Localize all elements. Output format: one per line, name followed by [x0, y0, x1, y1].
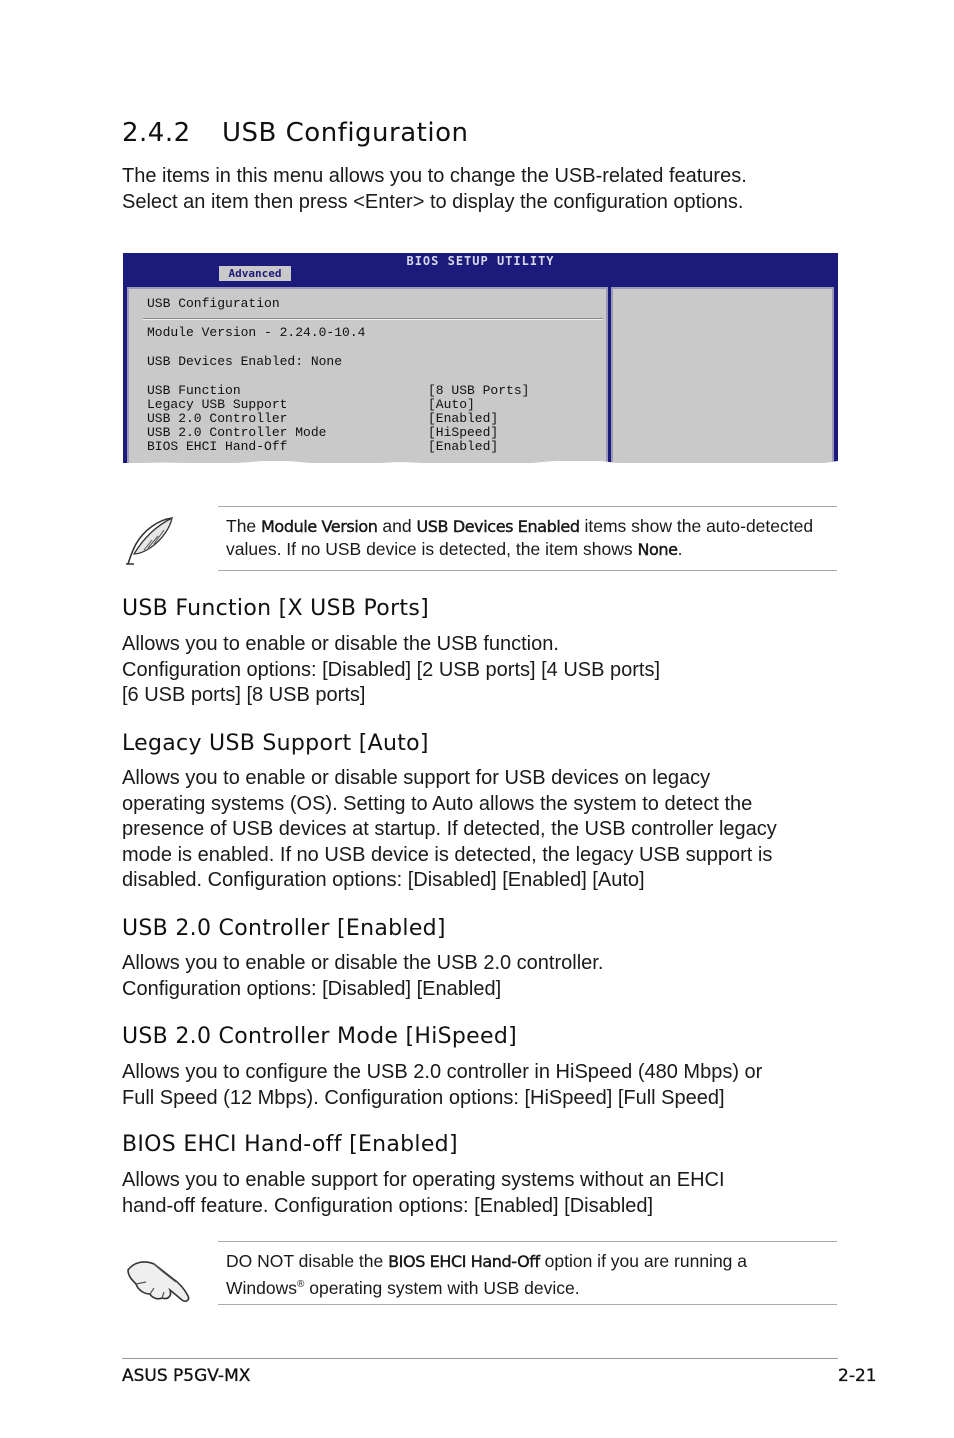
body-line: disabled. Configuration options: [Disabled] [Enabled] [Auto]: [122, 869, 645, 891]
subsection-heading: USB 2.0 Controller Mode [HiSpeed]: [122, 1024, 517, 1049]
footer-rule: [122, 1358, 838, 1359]
intro-line: The items in this menu allows you to change the USB-related features.: [122, 165, 747, 187]
subsection-body: [122, 766, 842, 894]
subsection-body: [122, 951, 842, 1002]
subsection-heading: USB Function [X USB Ports]: [122, 596, 429, 621]
bios-separator: [143, 318, 603, 320]
intro-paragraph: [122, 164, 822, 215]
bios-item-value: [Auto]: [428, 397, 475, 412]
bios-item-value: [8 USB Ports]: [428, 383, 530, 398]
note-text: [218, 1242, 837, 1300]
pointing-hand-icon: [124, 1248, 194, 1306]
body-line: operating systems (OS). Setting to Auto allows the system to detect the: [122, 792, 753, 815]
body-line: hand-off feature. Configuration options: [Enabled] [Disabled]: [122, 1194, 654, 1217]
subsection-heading: USB 2.0 Controller [Enabled]: [122, 916, 446, 941]
bios-item-label: BIOS EHCI Hand-Off: [147, 439, 288, 454]
note-text-fragment: Windows: [226, 1277, 297, 1298]
note-text-fragment: operating system with USB device.: [304, 1277, 580, 1298]
body-line: presence of USB devices at startup. If detected, the USB controller legacy: [122, 818, 777, 840]
section-number: 2.4.2: [122, 118, 191, 148]
registered-mark: ®: [297, 1279, 305, 1290]
feather-pen-icon: [122, 514, 178, 568]
note-text-fragment: items show the auto-detected values. If no USB device is detected, the item shows: [226, 516, 814, 559]
note-text-fragment: .: [677, 539, 683, 559]
subsection-body: [122, 1168, 842, 1219]
footer-product-name: ASUS P5GV-MX: [122, 1366, 251, 1386]
body-line: mode is enabled. If no USB device is detected, the legacy USB support is: [122, 843, 773, 866]
note-bold-term: USB Devices Enabled: [416, 517, 580, 536]
subsection-body: [122, 1060, 842, 1111]
footer-page-number: 2-21: [838, 1366, 877, 1386]
bios-module-version: Module Version - 2.24.0-10.4: [147, 325, 366, 340]
note-text-fragment: option if you are running a: [539, 1251, 748, 1271]
subsection-body: [122, 632, 842, 709]
body-line: Full Speed (12 Mbps). Configuration options: [HiSpeed] [Full Speed]: [122, 1086, 725, 1109]
note-bold-term: None: [637, 540, 678, 559]
tab-advanced[interactable]: Advanced: [219, 266, 291, 281]
note-text-fragment: The: [226, 516, 262, 536]
section-heading: [122, 118, 468, 148]
intro-line: Select an item then press <Enter> to display the configuration options.: [122, 190, 744, 213]
note-text-fragment: and: [377, 516, 417, 536]
section-title: USB Configuration: [222, 118, 469, 148]
bios-item-value: [HiSpeed]: [428, 425, 499, 440]
bios-screenshot: [123, 253, 838, 493]
torn-edge: [123, 461, 838, 493]
note-box-warning: [218, 1241, 837, 1305]
body-line: Allows you to configure the USB 2.0 controller in HiSpeed (480 Mbps) or: [122, 1061, 763, 1083]
bios-item-label: USB 2.0 Controller: [147, 411, 288, 426]
subsection-heading: Legacy USB Support [Auto]: [122, 731, 429, 756]
note-text: [218, 507, 837, 561]
note-bold-term: BIOS EHCI Hand-Off: [388, 1252, 540, 1271]
body-line: Allows you to enable or disable the USB 2.0 controller.: [122, 952, 604, 974]
bios-item-value: [Enabled]: [428, 411, 499, 426]
body-line: Allows you to enable or disable support for USB devices on legacy: [122, 767, 711, 789]
subsection-heading: BIOS EHCI Hand-off [Enabled]: [122, 1132, 458, 1157]
bios-main-panel: [127, 287, 608, 487]
body-line: [6 USB ports] [8 USB ports]: [122, 684, 366, 706]
bios-header-title: BIOS SETUP UTILITY: [406, 254, 555, 268]
note-bold-term: Module Version: [261, 517, 378, 536]
bios-item-label: USB Function: [147, 383, 241, 398]
note-box-info: [218, 506, 837, 571]
bios-item-value: [Enabled]: [428, 439, 499, 454]
bios-panel-title: USB Configuration: [147, 296, 280, 311]
bios-devices-enabled: USB Devices Enabled: None: [147, 354, 343, 369]
body-line: Allows you to enable support for operating systems without an EHCI: [122, 1169, 725, 1191]
bios-help-panel: [611, 287, 834, 487]
note-text-fragment: DO NOT disable the: [226, 1251, 389, 1271]
body-line: Configuration options: [Disabled] [2 USB ports] [4 USB ports]: [122, 658, 661, 681]
body-line: Configuration options: [Disabled] [Enabled]: [122, 977, 502, 1000]
bios-item-label: Legacy USB Support: [147, 397, 288, 412]
bios-header-bar: [123, 253, 838, 282]
bios-item-label: USB 2.0 Controller Mode: [147, 425, 327, 440]
body-line: Allows you to enable or disable the USB function.: [122, 633, 559, 655]
